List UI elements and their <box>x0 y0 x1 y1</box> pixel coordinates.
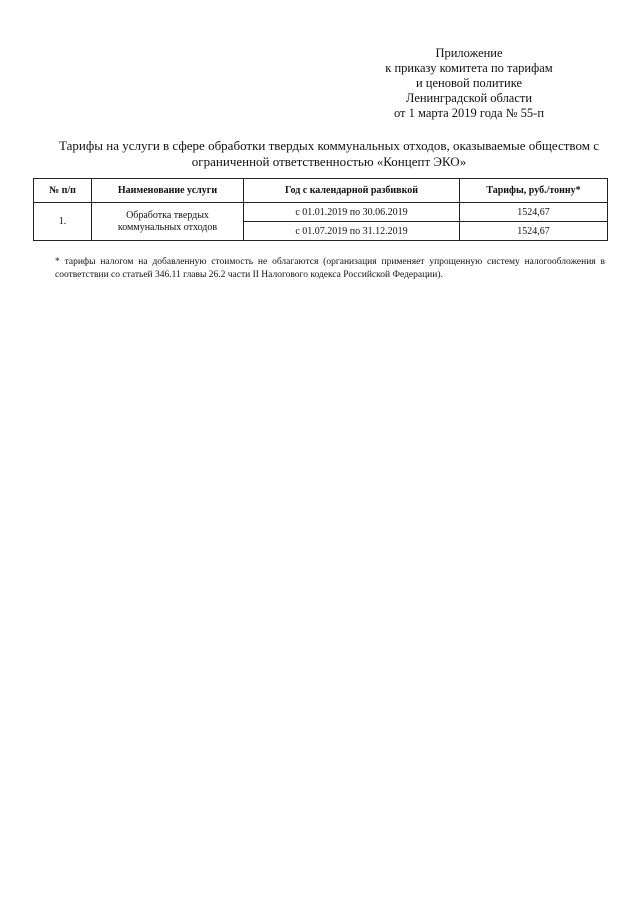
table-row <box>34 203 608 222</box>
tariffs-table <box>33 178 608 241</box>
document-title <box>44 138 614 170</box>
appendix-header <box>360 46 578 121</box>
header-period: Год с календарной разбивкой <box>244 179 460 203</box>
header-service-name: Наименование услуги <box>92 179 244 203</box>
appendix-line: Приложение <box>435 46 503 60</box>
title-line: Тарифы на услуги в сфере обработки твердых коммунальных отходов, оказываемые обществом с <box>59 138 599 153</box>
appendix-line: к приказу комитета по тарифам <box>385 61 553 75</box>
cell-period: с 01.07.2019 по 31.12.2019 <box>244 222 460 241</box>
cell-period: с 01.01.2019 по 30.06.2019 <box>244 203 460 222</box>
cell-tariff: 1524,67 <box>460 203 608 222</box>
appendix-line: и ценовой политике <box>415 76 523 90</box>
table-header-row <box>34 179 608 203</box>
cell-service-name: Обработка твердых коммунальных отходов <box>92 203 244 241</box>
cell-tariff: 1524,67 <box>460 222 608 241</box>
title-line: ограниченной ответственностью «Концепт ЭКО» <box>191 154 467 169</box>
appendix-line: Ленинградской области <box>405 91 533 105</box>
header-tariff: Тарифы, руб./тонну* <box>460 179 608 203</box>
appendix-line: от 1 марта 2019 года № 55-п <box>393 106 545 120</box>
cell-num: 1. <box>34 203 92 241</box>
header-num: № п/п <box>34 179 92 203</box>
footnote: * тарифы налогом на добавленную стоимость не облагаются (организация применяет упрощенную систему налогообложения в соответствии со статьей 346.11 главы 26.2 части II Налогового кодекса Российской Федерации). <box>55 257 605 280</box>
